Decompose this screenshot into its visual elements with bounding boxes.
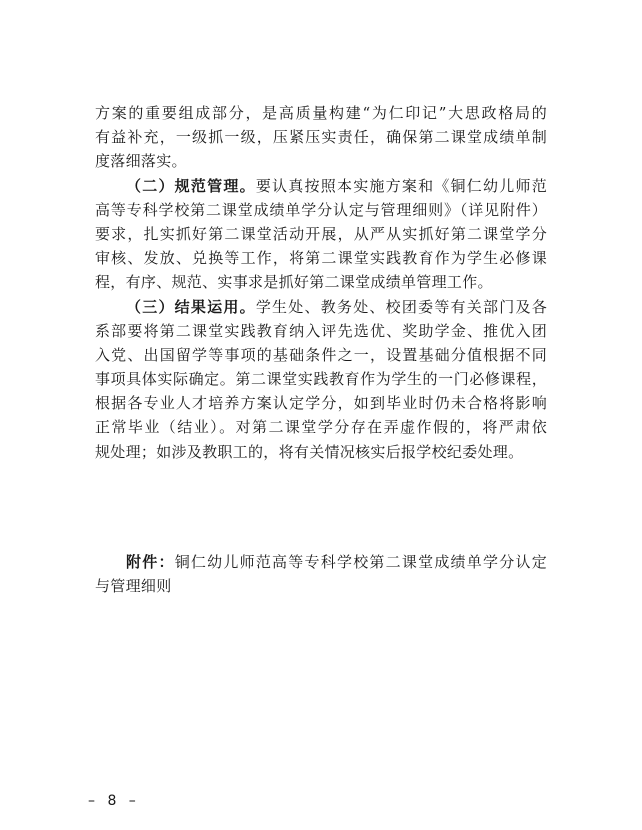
attachment-note [95, 550, 547, 598]
paragraph-standard-management [95, 174, 547, 295]
attachment-label: 附件： [126, 553, 175, 571]
text-line: 度落细落实。 [95, 152, 187, 171]
text-line [95, 295, 547, 319]
text-line: 方案的重要组成部分，是高质量构建“为仁印记”大思政格局的 [95, 104, 547, 122]
text-span: 要认真按照本实施方案和《铜仁幼儿师范 [255, 176, 547, 195]
text-line: 正常毕业（结业）。对第二课堂学分存在弄虚作假的，将严肃依 [95, 418, 547, 437]
section-heading: （三）结果运用。 [126, 297, 256, 316]
text-line [95, 174, 547, 198]
text-line: 系部要将第二课堂实践教育纳入评先选优、奖助学金、推优入团 [95, 321, 547, 340]
text-span: 学生处、教务处、校团委等有关部门及各 [255, 297, 547, 316]
text-line: 有益补充，一级抓一级，压紧压实责任，确保第二课堂成绩单制 [95, 128, 547, 147]
page-number: – 8 – [88, 793, 140, 809]
text-line [95, 550, 547, 574]
text-line: 要求，扎实抓好第二课堂活动开展，从严从实抓好第二课堂学分 [95, 224, 547, 243]
text-line: 事项具体实际确定。第二课堂实践教育作为学生的一门必修课程， [95, 370, 547, 389]
text-line: 审核、发放、兑换等工作，将第二课堂实践教育作为学生必修课 [95, 249, 547, 268]
attachment-title: 铜仁幼儿师范高等专科学校第二课堂成绩单学分认定 [174, 553, 547, 571]
text-line: 与管理细则 [95, 577, 172, 596]
text-line: 高等专科学校第二课堂成绩单学分认定与管理细则》（详见附件） [95, 200, 547, 219]
text-line: 入党、出国留学等事项的基础条件之一，设置基础分值根据不同 [95, 345, 547, 364]
paragraph-continuation [95, 101, 547, 174]
text-line: 程，有序、规范、实事求是抓好第二课堂成绩单管理工作。 [95, 273, 493, 292]
body-text [95, 101, 547, 464]
text-line: 规处理；如涉及教职工的，将有关情况核实后报学校纪委处理。 [95, 442, 524, 461]
text-line: 根据各专业人才培养方案认定学分，如到毕业时仍未合格将影响 [95, 394, 547, 413]
paragraph-result-application [95, 295, 547, 464]
section-heading: （二）规范管理。 [126, 176, 256, 195]
